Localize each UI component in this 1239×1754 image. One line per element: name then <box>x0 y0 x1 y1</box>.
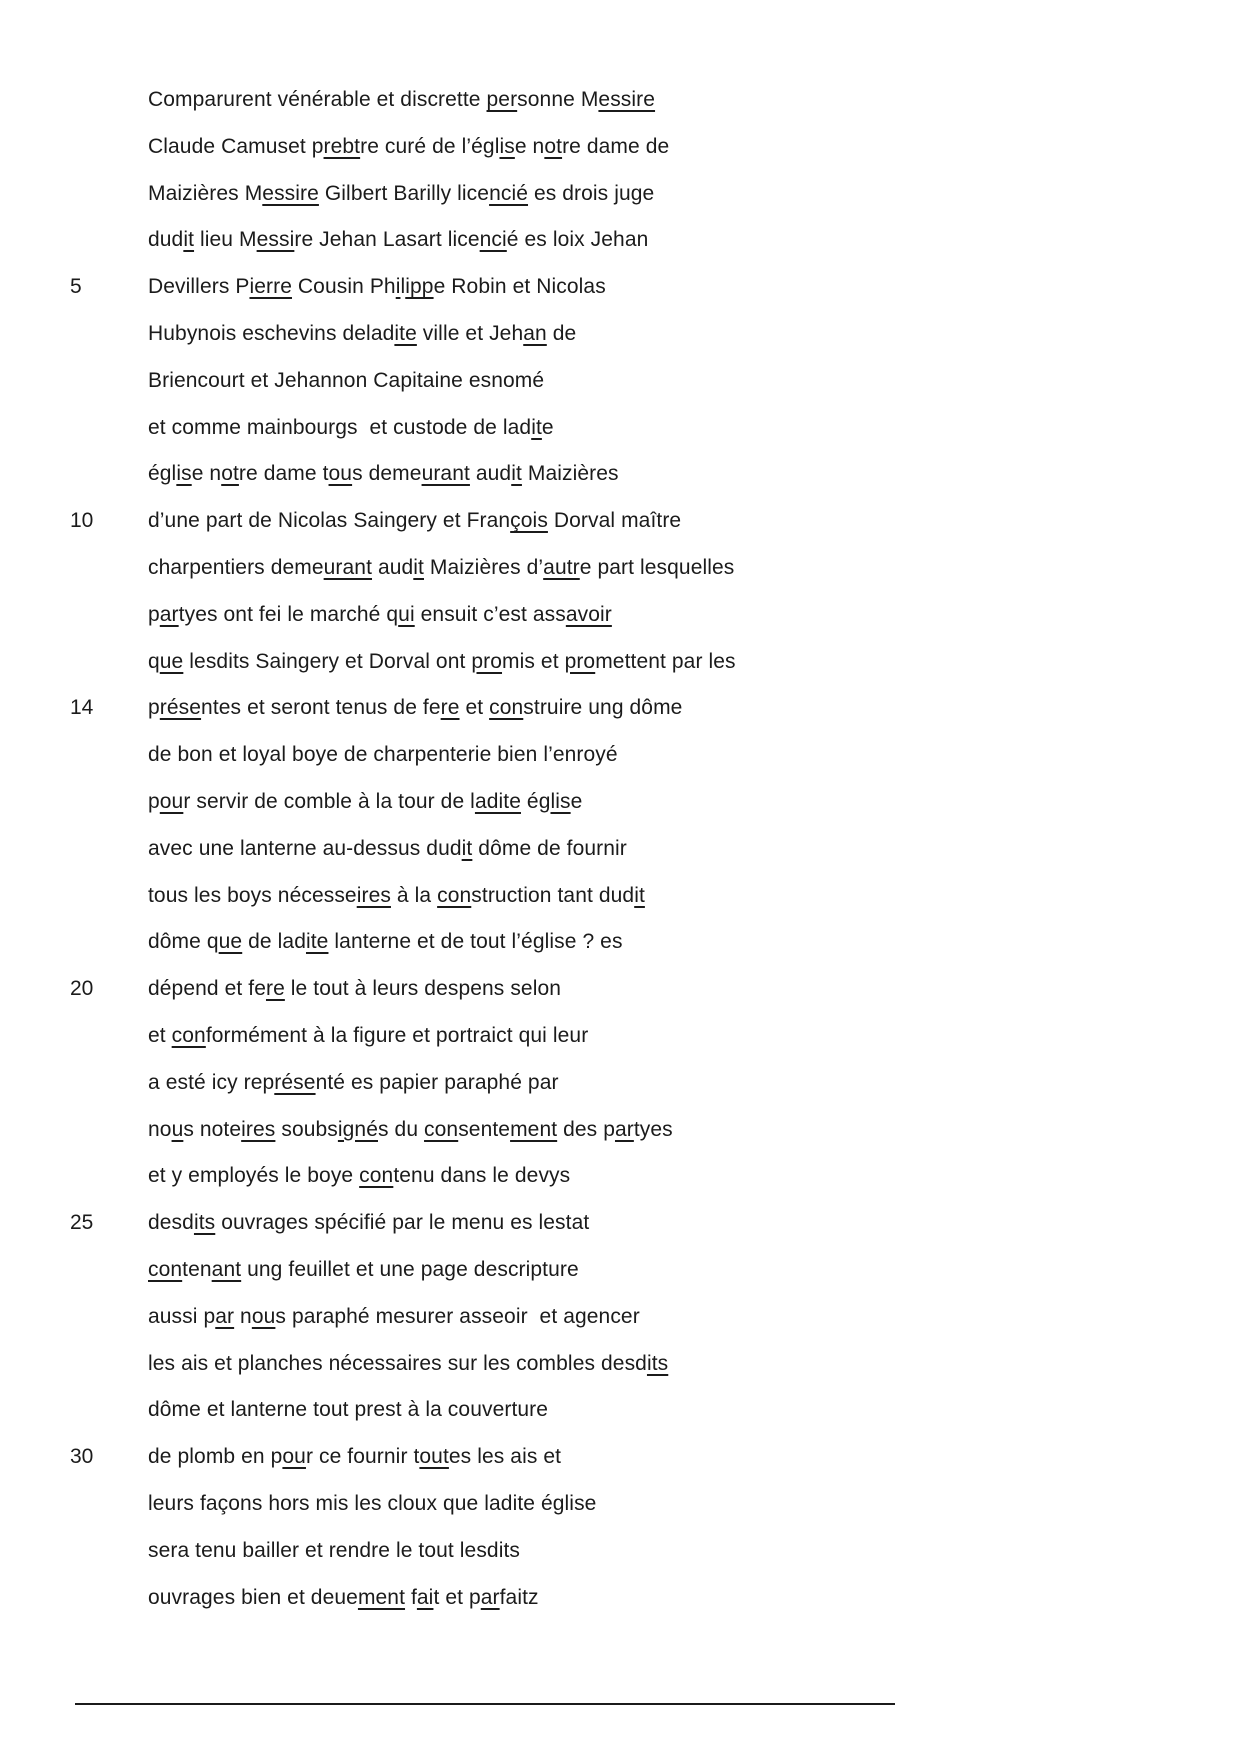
transcription-line <box>0 1164 1239 1211</box>
line-text: et comme mainbourgs et custode de ladite <box>148 415 554 439</box>
line-text: dépend et fere le tout à leurs despens selon <box>148 977 562 1001</box>
line-text: d’une part de Nicolas Saingery et François Dorval maître <box>148 509 682 533</box>
line-text: nous noteires soubsignés du consentement des partyes <box>148 1117 673 1141</box>
line-text: dôme que de ladite lanterne et de tout l’église ? es <box>148 930 623 954</box>
transcription-line <box>0 743 1239 790</box>
line-text: dudit lieu Messire Jehan Lasart licencié es loix Jehan <box>148 228 649 252</box>
transcription-line <box>0 228 1239 275</box>
transcription-line <box>0 1398 1239 1445</box>
line-text: de bon et loyal boye de charpenterie bien l’enroyé <box>148 743 618 767</box>
line-text: présentes et seront tenus de fere et construire ung dôme <box>148 696 683 720</box>
line-number: 5 <box>70 275 82 299</box>
line-number: 20 <box>70 977 94 1001</box>
line-text: Comparurent vénérable et discrette personne Messire <box>148 88 656 111</box>
line-text: Devillers Pierre Cousin Philippe Robin et Nicolas <box>148 275 606 299</box>
line-text: Briencourt et Jehannon Capitaine esnomé <box>148 368 545 392</box>
line-number: 30 <box>70 1445 94 1469</box>
transcription-line <box>0 1258 1239 1305</box>
line-text: de plomb en pour ce fournir toutes les ais et <box>148 1445 562 1469</box>
line-text: dôme et lanterne tout prest à la couverture <box>148 1398 549 1422</box>
transcription-line <box>0 88 1239 135</box>
transcription-line <box>0 182 1239 229</box>
transcription-line <box>0 416 1239 463</box>
line-text: a esté icy représenté es papier paraphé par <box>148 1070 559 1094</box>
line-text: partyes ont fei le marché qui ensuit c’est assavoir <box>148 602 612 626</box>
transcription-line <box>0 1492 1239 1539</box>
transcription-line <box>0 977 1239 1024</box>
transcription-line <box>0 1305 1239 1352</box>
transcription-line <box>0 1352 1239 1399</box>
line-text: Claude Camuset prebtre curé de l’église notre dame de <box>148 134 670 158</box>
line-number: 14 <box>70 696 94 720</box>
line-text: desdits ouvrages spécifié par le menu es lestat <box>148 1211 590 1235</box>
line-text: tous les boys nécesseires à la construction tant dudit <box>148 883 645 907</box>
transcription-line <box>0 603 1239 650</box>
line-text: contenant ung feuillet et une page descripture <box>148 1257 579 1281</box>
transcription-line <box>0 509 1239 556</box>
line-text: les ais et planches nécessaires sur les combles desdits <box>148 1351 669 1375</box>
transcription-line <box>0 884 1239 931</box>
transcription-block <box>0 88 1239 1632</box>
transcription-line <box>0 650 1239 697</box>
line-text: et conformément à la figure et portraict qui leur <box>148 1023 589 1047</box>
transcription-line <box>0 1586 1239 1633</box>
line-text: et y employés le boye contenu dans le devys <box>148 1164 571 1188</box>
transcription-line <box>0 462 1239 509</box>
transcription-line <box>0 930 1239 977</box>
line-text: Maizières Messire Gilbert Barilly licencié es drois juge <box>148 181 655 205</box>
line-text: que lesdits Saingery et Dorval ont promis et promettent par les <box>148 649 736 673</box>
line-text: pour servir de comble à la tour de ladite église <box>148 789 583 813</box>
line-text: charpentiers demeurant audit Maizières d’autre part lesquelles <box>148 555 735 579</box>
transcription-line <box>0 135 1239 182</box>
transcription-line <box>0 1539 1239 1586</box>
transcription-line <box>0 696 1239 743</box>
line-text: sera tenu bailler et rendre le tout lesdits <box>148 1538 521 1562</box>
line-text: église notre dame tous demeurant audit Maizières <box>148 462 619 486</box>
transcription-line <box>0 1071 1239 1118</box>
transcription-line <box>0 1445 1239 1492</box>
footnote-separator-rule <box>75 1703 895 1705</box>
line-text: avec une lanterne au-dessus dudit dôme de fournir <box>148 836 627 860</box>
transcription-line <box>0 275 1239 322</box>
transcription-line <box>0 556 1239 603</box>
line-text: leurs façons hors mis les cloux que ladite église <box>148 1491 597 1515</box>
transcription-line <box>0 322 1239 369</box>
transcription-line <box>0 369 1239 416</box>
line-text: Hubynois eschevins deladite ville et Jehan de <box>148 321 577 345</box>
line-number: 25 <box>70 1211 94 1235</box>
transcription-line <box>0 837 1239 884</box>
line-text: ouvrages bien et deuement fait et parfaitz <box>148 1585 539 1609</box>
transcription-line <box>0 1024 1239 1071</box>
line-text: aussi par nous paraphé mesurer asseoir et agencer <box>148 1304 640 1328</box>
transcription-line <box>0 1211 1239 1258</box>
line-number: 10 <box>70 509 94 533</box>
transcription-line <box>0 790 1239 837</box>
transcription-line <box>0 1118 1239 1165</box>
